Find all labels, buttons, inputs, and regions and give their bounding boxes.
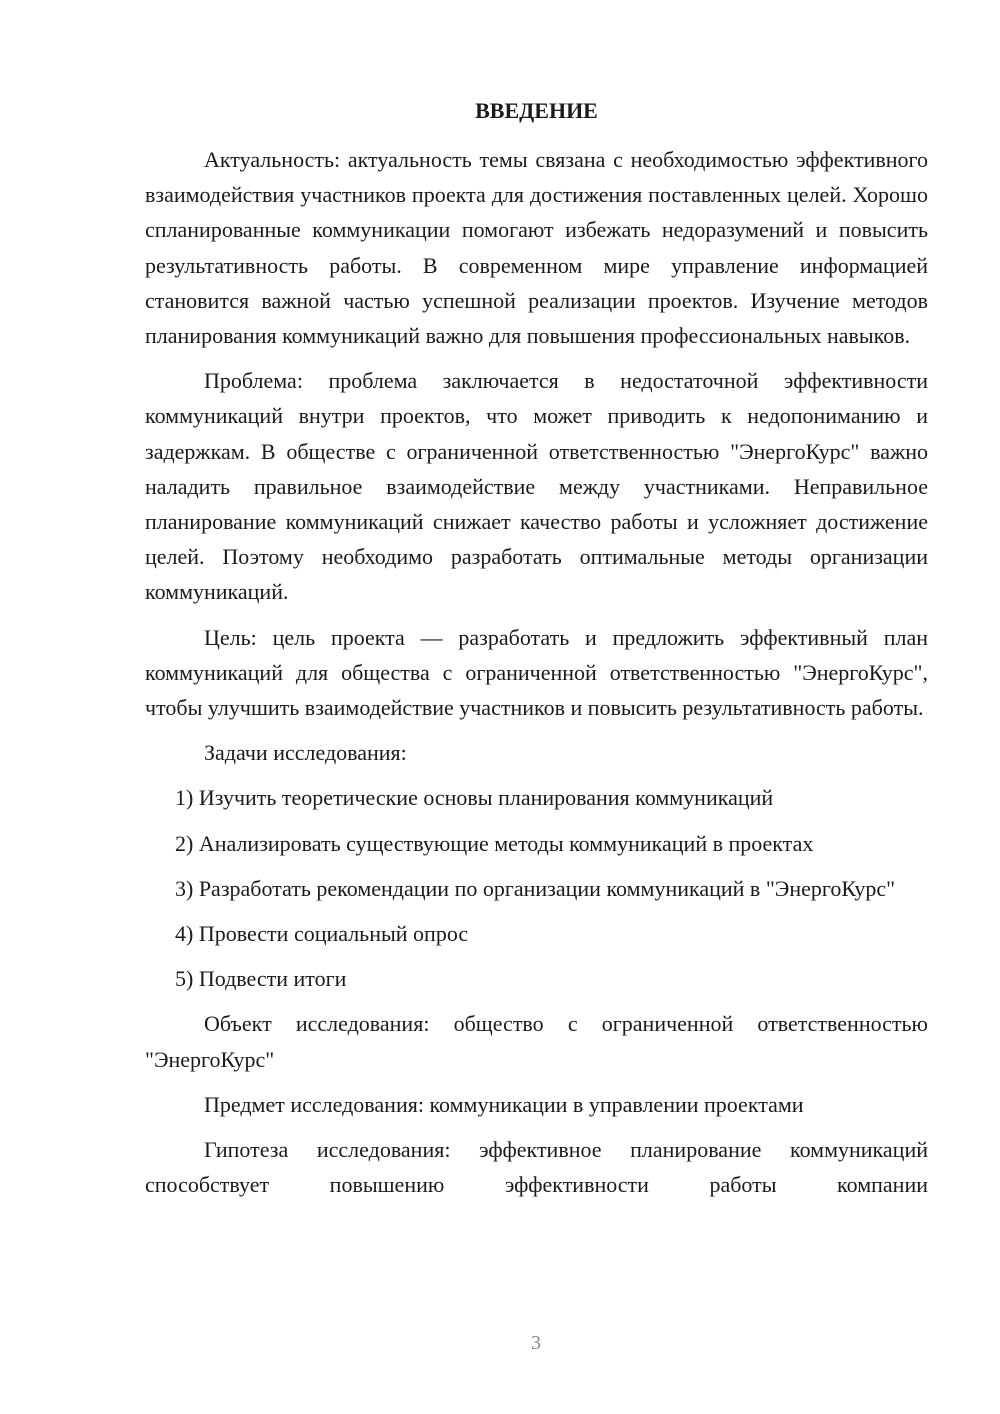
section-heading: ВВЕДЕНИЕ — [475, 98, 598, 123]
page-number: 3 — [531, 1332, 541, 1354]
task-item: 2) Анализировать существующие методы коммуникаций в проектах — [175, 830, 814, 856]
task-item: 5) Подвести итоги — [175, 966, 347, 992]
hypothesis-paragraph: Гипотеза исследования: эффективное планирование коммуникаций способствует повышению эффективности работы компании — [145, 1137, 928, 1198]
tasks-list — [145, 780, 928, 996]
object-paragraph: Объект исследования: общество с ограниченной ответственностью "ЭнергоКурс" — [145, 1011, 928, 1072]
problem-paragraph: Проблема: проблема заключается в недостаточной эффективности коммуникаций внутри проектов, что может приводить к недопониманию и задержкам. В обществе с ограниченной ответственностью "ЭнергоКурс" важно наладить правильное взаимодействие между участниками. Неправильное планирование коммуникаций снижает качество работы и усложняет достижение целей. Поэтому необходимо разработать оптимальные методы организации коммуникаций. — [145, 368, 928, 605]
task-item: 3) Разработать рекомендации по организации коммуникаций в "ЭнергоКурс" — [175, 875, 896, 901]
document-page — [145, 92, 928, 1212]
tasks-intro: Задачи исследования: — [204, 740, 407, 766]
task-item: 4) Провести социальный опрос — [175, 921, 469, 947]
goal-paragraph: Цель: цель проекта — разработать и предложить эффективный план коммуникаций для общества с ограниченной ответственностью "ЭнергоКурс", чтобы улучшить взаимодействие участников и повысить результативность работы. — [145, 624, 928, 721]
relevance-paragraph: Актуальность: актуальность темы связана с необходимостью эффективного взаимодействия участников проекта для достижения поставленных целей. Хорошо спланированные коммуникации помогают избежать недоразумений и повысить результативность работы. В современном мире управление информацией становится важной частью успешной реализации проектов. Изучение методов планирования коммуникаций важно для повышения профессиональных навыков. — [145, 147, 928, 349]
task-item: 1) Изучить теоретические основы планирования коммуникаций — [175, 785, 774, 811]
subject-paragraph: Предмет исследования: коммуникации в управлении проектами — [204, 1091, 804, 1117]
